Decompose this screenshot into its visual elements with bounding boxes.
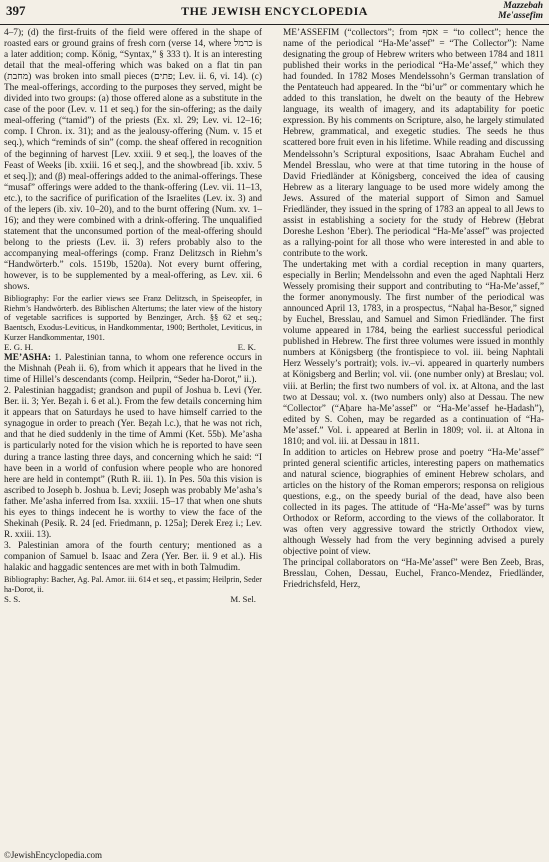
watermark: ©JewishEncyclopedia.com — [4, 850, 103, 860]
right-column — [283, 28, 544, 591]
bibliography-measha: Bibliography: Bacher, Ag. Pal. Amor. iii. 614 et seq., et passim; Heilprin, Seder ha-Dorot, ii. — [4, 575, 262, 594]
running-head-first: Mazzebah — [503, 1, 543, 11]
measha-entry-2: 2. Palestinian haggadist; grandson and pupil of Joshua b. Levi (Yer. Ber. ii. 3; Yer. Beẓah i. 6 et al.). From the few details concerning him it appears that on Saturdays he used to have himself carried to the synagogue in order to preach (Yer. Beẓah l.c.), that he was not rich, and that he died suddenly in the time of Ammi (Ket. 55b). Me’asha is particularly noted for the vision which he is reported to have seen during a trance lasting three days, and concerning which he said: “I have been in a world of confusion where people who are honored here are held in contempt” (Ruth R. iii. 1). In Pes. 50a this vision is ascribed to Joseph b. Joshua b. Levi; Joseph was probably Me’asha’s father. Me’asha inferred from Isa. xxxiii. 15–17 that when one shuts his eyes to things indecent he is worthy to view the face of the Shekinah (Pesiḳ. R. 24 [ed. Friedmann, p. 125a]; Derek Ereẓ i.; Lev. R. xxiii. 13). — [4, 386, 262, 540]
left-column — [4, 28, 262, 605]
page-number: 397 — [6, 3, 26, 18]
author-initials: S. S. — [4, 594, 21, 605]
signature-row — [4, 594, 262, 605]
author-initials: E. G. H. — [4, 342, 34, 353]
signature-row — [4, 342, 262, 353]
measseefim-history: The undertaking met with a cordial reception in many quarters, especially in Berlin; Mendelssohn and even the aged Naphtali Herz Wessely promising their support and contributing to “Ha-Me’assef,” the former anonymously. The first number of the periodical was announced April 13, 1783, in a prospectus, “Naḥal ha-Besor,” signed by Euchel, Bresslau, and Samuel and Simon Friedländer. The first volume appeared in 1784, being the earliest successful periodical published in Hebrew. The first three volumes were issued in monthly numbers at Königsberg (the frontispiece to vol. iii. being Naphtali Herz Wessely’s portrait); vols. iv.–vi. appeared in quarterly numbers at Königsberg and Berlin; vol. vii. (one number only) at Breslau; vol. viii. at Berlin; the first two numbers of vol. ix. at Altona, and the last two at Dessau; vol. x. (two numbers only) also at Dessau. The new “Collector” (“Aḥare ha-Me’assef” or “Ha-Me’assef he-Ḥadash”), edited by S. Cohen, may be regarded as a continuation of “Ha-Me’assef.” Vol. i. appeared at Berlin in 1809; vol. ii. at Altona in 1810; and vol. iii. at Dessau in 1811. — [283, 259, 544, 447]
bibliography-meal-offering: Bibliography: For the earlier views see Franz Delitzsch, in Speiseopfer, in Riehm’s Handwörterb. des Biblischen Altertums; the later view of the history of vegetable sacrifices is supported by Benzinger, Arch. §§ 62 et seq.; Baentsch, Exodus-Leviticus, in Handkommentar, 1900; Bertholet, Leviticus, in Kurzer Handkommentar, 1901. — [4, 294, 262, 342]
measha-entry-3: 3. Palestinian amora of the fourth century; mentioned as a companion of Samuel b. Isaac and Zera (Yer. Ber. ii. 9 et al.). His halakic and haggadic sentences are met with in both Talmudim. — [4, 540, 262, 573]
measha-entry-1 — [4, 353, 262, 386]
running-head-last: Me'assefim — [498, 11, 543, 21]
journal-title: THE JEWISH ENCYCLOPEDIA — [181, 4, 368, 18]
author-initials: M. Sel. — [230, 594, 256, 605]
meal-offering-continuation: 4–7); (d) the first-fruits of the field were offered in the shape of roasted ears or ground grains of fresh corn (verse 14, where כרמל is a later addition; comp. König, “Syntax,” § 333 t). It is an interesting detail that the meal-offering which was baked on a flat tin pan (מחבת) was broken into small pieces (פתים; Lev. ii. 6, vi. 14). (c) The meal-offerings, according to the purposes they served, might be divided into two groups: (a) those offered alone as a substitute in the case of the poor (Lev. v. 11 et seq.) for the sin-offering; as the daily meal-offering (“tamid”) of the priests (Ex. xl. 29; Lev. vi. 12–16; comp. I Chron. ix. 31); and as the jealousy-offering (Num. v. 15 et seq.), which “reminds of sin” (comp. the sheaf offered in recognition of the beginning of harvest [Lev. xxiii. 9 et seq.], the loaves of the Feast of Weeks [ib. xxiii. 16 et seq.], and the showbread [ib. xxiv. 5 et seq.]); and (β) meal-offerings added to the animal-offerings. These “musaf” offerings were added to the thank-offering (Lev. vii. 11–13, etc.), to the sacrifice of purification of the Israelites (Lev. ix. 3) and of the lepers (ib. xiv. 10–20), and to the burnt offering (Num. xv. 1–16); and they were combined with a drink-offering. The unqualified statement that the unconsumed portion of the meal-offering should belong to the priests (Lev. ii. 3) refers probably also to the accompanying meal-offerings (comp. Franz Delitzsch in Riehm’s “Handwörterb.” cols. 1519b, 1520a). Not every burnt offering, however, is to be supplemented by a meal-offering, as Lev. xii. 6 shows. — [4, 28, 262, 293]
author-initials: E. K. — [237, 342, 256, 353]
page-header — [0, 0, 549, 25]
entry-text: 1. Palestinian tanna, to whom one reference occurs in the Mishnah (Peah ii. 6), from which it appears that he lived in the time of Hillel’s descendants (comp. Heilprin, “Seder ha-Dorot,” ii.). — [4, 353, 263, 386]
measseefim-contents: In addition to articles on Hebrew prose and poetry “Ha-Me’assef” printed general scientific articles, interesting papers on mathematics and natural science, biographies of eminent Hebrew scholars, and articles on the history of the Roman emperors; responsa on religious questions, e.g., on the speedy burial of the dead, have also been collected in its pages. The attitude of “Ha-Me’assef” was by turns Orthodox or Reform, according to the views of the collaborator. It was often very aggressive toward the strictly Orthodox view, although Wessely had from the very beginning advised a purely objective point of view. — [283, 447, 544, 558]
entry-heading: ME’ASHA: — [4, 353, 51, 364]
measseefim-collaborators: The principal collaborators on “Ha-Me’assef” were Ben Zeeb, Bras, Bresslau, Cohen, Dessau, Euchel, Franco-Mendez, Friedländer, Friedrichsfeld, Herz, — [283, 558, 544, 591]
measseefim-intro: ME’ASSEFIM (“collectors”; from אסף = “to collect”; hence the name of the periodical “Ha-Me’assef” = “The Collector”): Name designating the group of Hebrew writers who between 1784 and 1811 published their works in the periodical “Ha-Me’assef,” which they had founded. In 1782 Moses Mendelssohn’s German translation of the Pentateuch had appeared. In the “bi’ur” or commentary which he added to this translation, he dwelt on the beauty of the Hebrew language, its wealth of imagery, and its adaptability for poetic expression. By his comments on Scripture, also, he largely stimulated Hebrew, grammatical, and exegetic studies. The seeds he thus scattered bore fruit even in his lifetime. While reading and discussing Mendelssohn’s Scriptural expositions, Isaac Abraham Euchel and Mendel Bresslau, who were at that time tutoring in the house of David Friedländer at Königsberg, conceived the idea of causing Hebrew as a literary language to be used more widely among the Jews. Assured of the material support of Simon and Samuel Friedländer, they issued in the spring of 1783 an appeal to all Jews to assist in establishing a society for the study of Hebrew (Ḥebrat Doreshe Leshon ’Eber). The periodical “Ha-Me’assef” was projected as a rallying-point for all those who were interested in and able to contribute to the work. — [283, 28, 544, 259]
running-head — [498, 1, 543, 21]
